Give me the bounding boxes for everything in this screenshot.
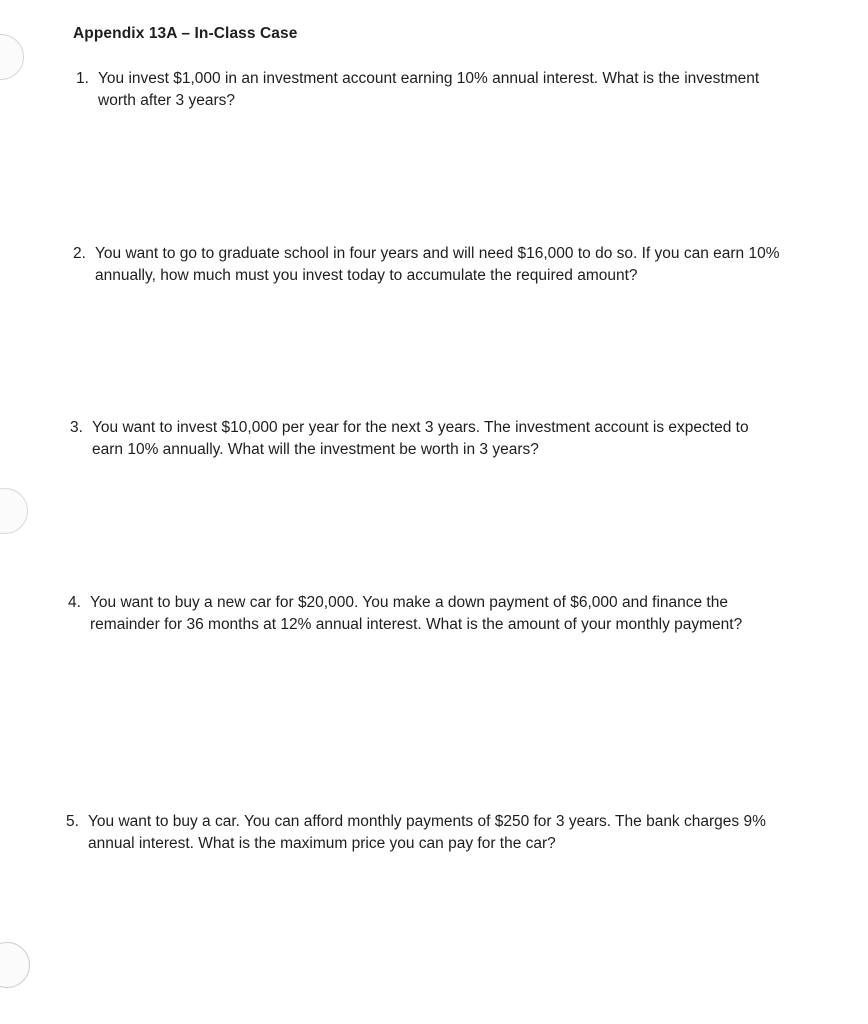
question-text: You want to go to graduate school in four years and will need $16,000 to do so. If you can earn 10% annually, how much must you invest today to accumulate the required amount? <box>95 245 780 284</box>
page-title: Appendix 13A – In-Class Case <box>73 25 298 42</box>
question-2 <box>73 243 783 287</box>
binder-hole <box>0 488 28 534</box>
question-4 <box>68 592 768 636</box>
question-number: 5. <box>66 813 79 830</box>
binder-hole <box>0 34 24 80</box>
question-number: 3. <box>70 419 83 436</box>
question-text: You want to buy a new car for $20,000. You make a down payment of $6,000 and finance the remainder for 36 months at 12% annual interest. What is the amount of your monthly payment? <box>90 594 743 633</box>
question-5 <box>66 811 766 855</box>
question-number: 2. <box>73 245 86 262</box>
question-1 <box>76 68 776 112</box>
question-3 <box>70 417 770 461</box>
question-text: You want to buy a car. You can afford monthly payments of $250 for 3 years. The bank charges 9% annual interest. What is the maximum price you can pay for the car? <box>88 813 766 852</box>
question-text: You invest $1,000 in an investment account earning 10% annual interest. What is the investment worth after 3 years? <box>98 70 760 109</box>
question-number: 1. <box>76 70 89 87</box>
binder-hole <box>0 942 30 988</box>
question-text: You want to invest $10,000 per year for the next 3 years. The investment account is expected to earn 10% annually. What will the investment be worth in 3 years? <box>92 419 749 458</box>
question-number: 4. <box>68 594 81 611</box>
